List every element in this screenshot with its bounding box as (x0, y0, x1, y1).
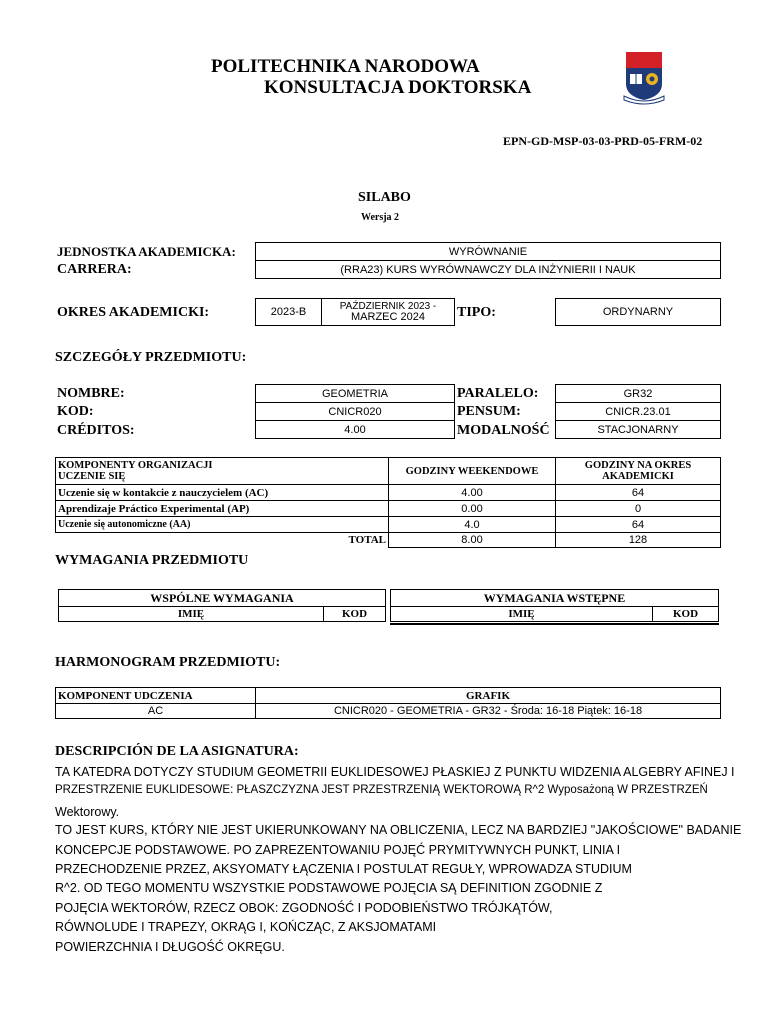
university-crest-icon (620, 50, 668, 106)
hours-row-name: Aprendizaje Práctico Experimental (AP) (55, 500, 389, 517)
university-name: POLITECHNIKA NARODOWA (211, 56, 480, 77)
hours-header-period-l1: GODZINY NA OKRES (584, 460, 692, 471)
schedule-row-component: AC (55, 703, 256, 719)
prereq-code-col: KOD (652, 606, 719, 622)
description-line: R^2. OD TEGO MOMENTU WSZYSTKIE PODSTAWOWE POJĘCIA SĄ DEFINITION ZGODNIE Z (55, 881, 603, 895)
hours-total-period: 128 (555, 532, 721, 548)
hours-row-name: Uczenie się autonomiczne (AA) (55, 516, 389, 533)
period-range (321, 298, 455, 326)
document-code: EPN-GD-MSP-03-03-PRD-05-FRM-02 (503, 134, 703, 148)
hours-row-period: 64 (555, 484, 721, 501)
hours-header-components-l2: UCZENIE SIĘ (58, 471, 126, 482)
common-code-col: KOD (323, 606, 386, 622)
academic-period-label: OKRES AKADEMICKI: (57, 305, 210, 320)
hours-row-weekly: 0.00 (388, 500, 556, 517)
description-line: POWIERZCHNIA I DŁUGOŚĆ OKRĘGU. (55, 940, 285, 954)
description-line: Wektorowy. (55, 805, 120, 819)
description-line: POJĘCIA WEKTORÓW, RZECZ OBOK: ZGODNOŚĆ I PODOBIEŃSTWO TRÓJKĄTÓW, (55, 901, 553, 915)
hours-header-period (555, 457, 721, 485)
period-range-end: MARZEC 2024 (351, 311, 425, 323)
creditos-label: CRÉDITOS: (57, 423, 135, 438)
kod-value: CNICR020 (255, 402, 455, 421)
hours-total-label: TOTAL (55, 532, 389, 548)
paralelo-label: PARALELO: (457, 386, 539, 401)
description-line: PRZESTRZENIE EUKLIDESOWE: PŁASZCZYZNA JEST PRZESTRZENIĄ WEKTOROWĄ R^2 Wyposażoną W PRZESTRZEŃ (55, 784, 708, 796)
schedule-row-grafik: CNICR020 - GEOMETRIA - GR32 - Środa: 16-18 Piątek: 16-18 (255, 703, 721, 719)
hours-row-period: 0 (555, 500, 721, 517)
hours-row-weekly: 4.0 (388, 516, 556, 533)
description-heading: DESCRIPCIÓN DE LA ASIGNATURA: (55, 744, 299, 759)
hours-row-name: Uczenie się w kontakcie z nauczycielem (AC) (55, 484, 389, 501)
pensum-label: PENSUM: (457, 404, 521, 419)
description-line: TA KATEDRA DOTYCZY STUDIUM GEOMETRII EUKLIDESOWEJ PŁASKIEJ Z PUNKTU WIDZENIA ALGEBRY AFINEJ I (55, 765, 735, 779)
tipo-value: ORDYNARNY (555, 298, 721, 326)
prereq-bottom-rule (390, 623, 719, 625)
career-label: CARRERA: (57, 262, 132, 277)
description-line: PRZECHODZENIE PRZEZ, AKSYOMATY ŁĄCZENIA I POSTULAT REGUŁY, WPROWADZA STUDIUM (55, 862, 632, 876)
academic-unit-label: JEDNOSTKA AKADEMICKA: (57, 244, 236, 259)
kod-label: KOD: (57, 404, 94, 419)
schedule-heading: HARMONOGRAM PRZEDMIOTU: (55, 655, 281, 670)
hours-row-weekly: 4.00 (388, 484, 556, 501)
common-requirements-title: WSPÓLNE WYMAGANIA (58, 589, 386, 607)
schedule-header-component: KOMPONENT UDCZENIA (55, 687, 256, 704)
paralelo-value: GR32 (555, 384, 721, 403)
nombre-label: NOMBRE: (57, 386, 125, 401)
version-label: Wersja 2 (361, 212, 400, 223)
course-details-heading: SZCZEGÓŁY PRZEDMIOTU: (55, 350, 247, 365)
hours-header-components (55, 457, 389, 485)
hours-header-weekly: GODZINY WEEKENDOWE (388, 457, 556, 485)
schedule-header-grafik: GRAFIK (255, 687, 721, 704)
pensum-value: CNICR.23.01 (555, 402, 721, 421)
description-line: TO JEST KURS, KTÓRY NIE JEST UKIERUNKOWANY NA OBLICZENIA, LECZ NA BARDZIEJ "JAKOŚCIOWE" BADANIE (55, 823, 742, 837)
description-line: KONCEPCJE PODSTAWOWE. PO ZAPREZENTOWANIU POJĘĆ PRYMITYWNYCH PUNKT, LINIA I (55, 843, 621, 857)
modalnosc-label: MODALNOŚĆ (457, 423, 550, 438)
hours-total-weekly: 8.00 (388, 532, 556, 548)
prerequisites-title: WYMAGANIA WSTĘPNE (390, 589, 719, 607)
modalnosc-value: STACJONARNY (555, 420, 721, 439)
hours-row-period: 64 (555, 516, 721, 533)
document-subtitle: KONSULTACJA DOKTORSKA (264, 77, 532, 98)
hours-header-components-l1: KOMPONENTY ORGANIZACJI (58, 460, 213, 471)
academic-unit-value: WYRÓWNANIE (255, 242, 721, 261)
hours-header-period-l2: AKADEMICKI (602, 471, 674, 482)
requirements-heading: WYMAGANIA PRZEDMIOTU (55, 553, 249, 568)
period-code: 2023-B (255, 298, 322, 326)
creditos-value: 4.00 (255, 420, 455, 439)
period-range-start: PAŹDZIERNIK 2023 - (339, 301, 437, 312)
career-value: (RRA23) KURS WYRÓWNAWCZY DLA INŻYNIERII I NAUK (255, 260, 721, 279)
description-line: RÓWNOLUDE I TRAPEZY, OKRĄG I, KOŃCZĄC, Z AKSJOMATAMI (55, 920, 437, 934)
common-name-col: IMIĘ (58, 606, 324, 622)
syllabus-title: SILABO (358, 190, 411, 205)
prereq-name-col: IMIĘ (390, 606, 653, 622)
nombre-value: GEOMETRIA (255, 384, 455, 403)
tipo-label: TIPO: (457, 305, 496, 320)
